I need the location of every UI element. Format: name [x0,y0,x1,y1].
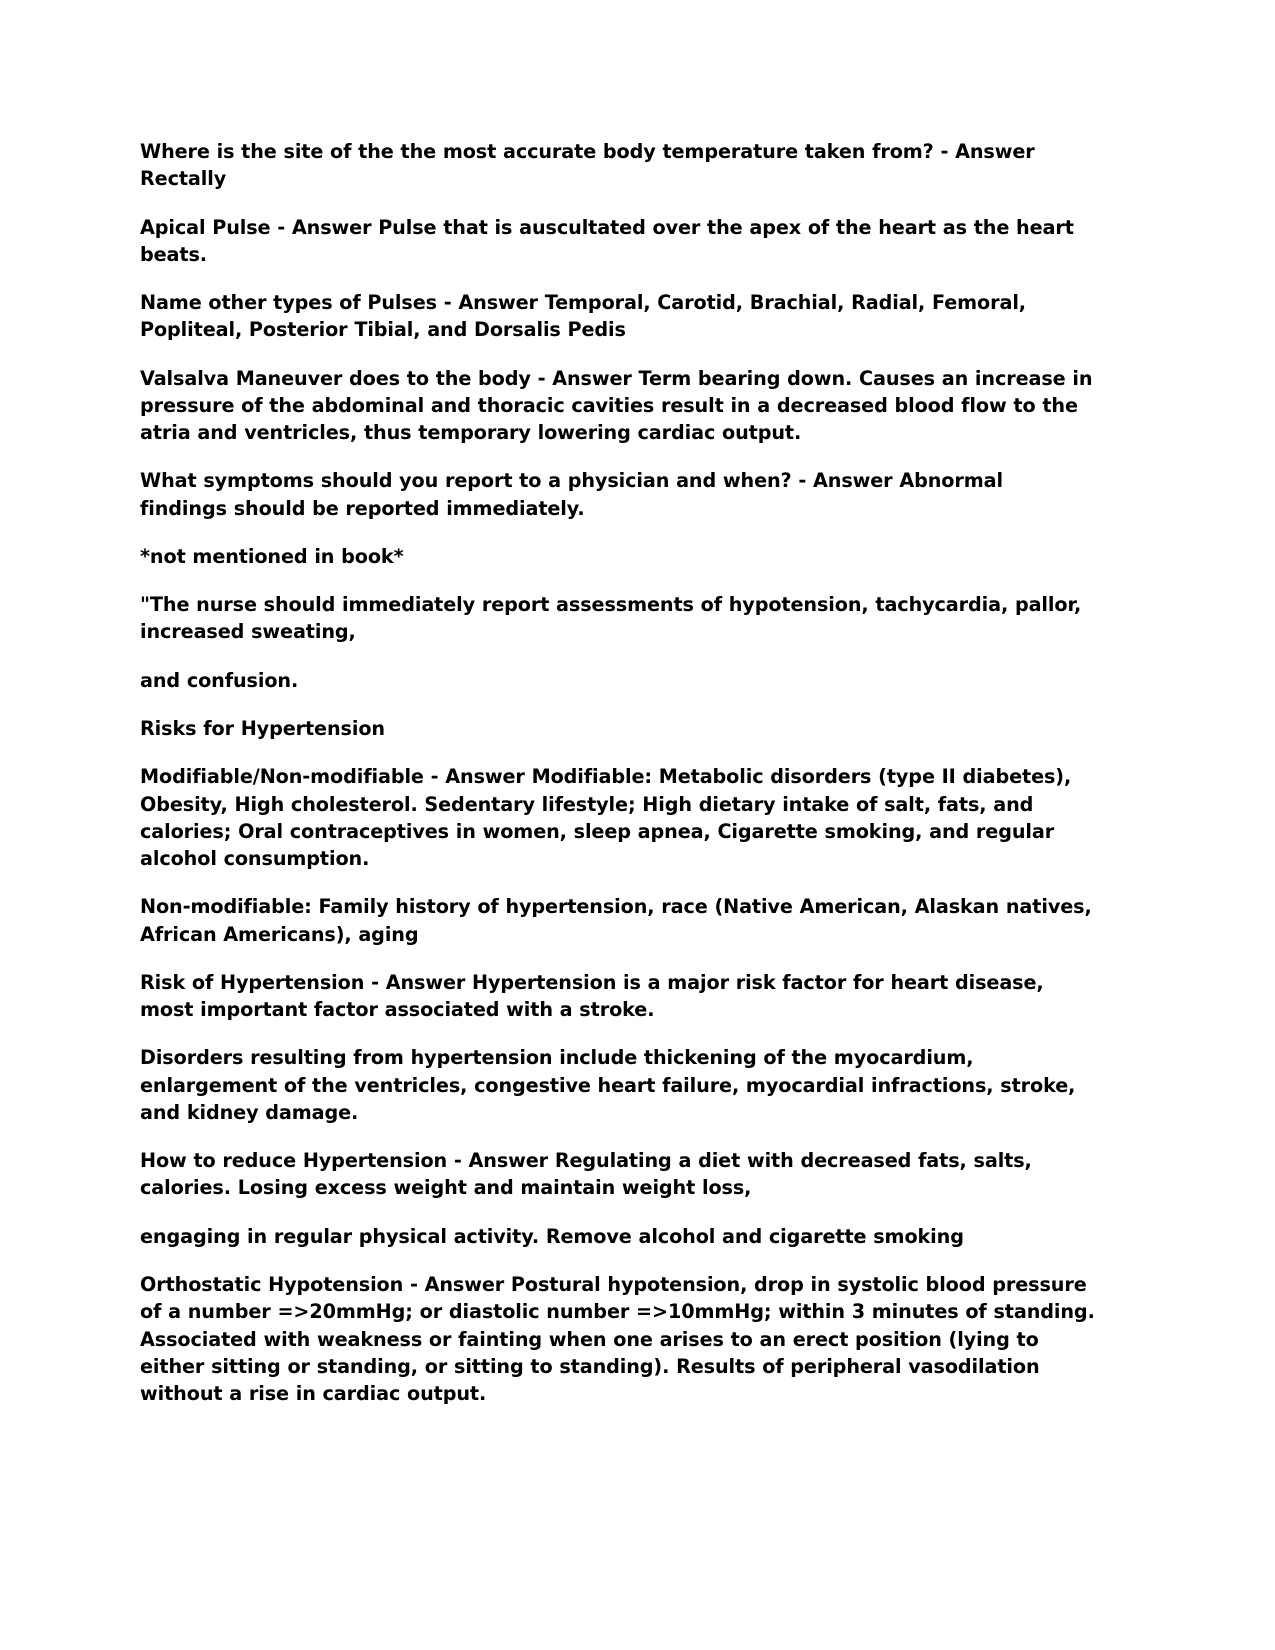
paragraph: Disorders resulting from hypertension include thickening of the myocardium, enlargement of the ventricles, congestive heart failure, myocardial infractions, stroke, and kidney damage. [140,1046,1076,1124]
paragraph: Orthostatic Hypotension - Answer Postural hypotension, drop in systolic blood pressure of a number =>20mmHg; or diastolic number =>10mmHg; within 3 minutes of standing. Associated with weakness or fainting when one arises to an erect position (lying to either sitting or standing, or sitting to standing). Results of peripheral vasodilation without a rise in cardiac output. [140,1272,1095,1406]
paragraph: "The nurse should immediately report assessments of hypotension, tachycardia, pallor, increased sweating, [140,593,1082,644]
paragraph: Apical Pulse - Answer Pulse that is auscultated over the apex of the heart as the heart beats. [140,215,1074,266]
paragraph: Where is the site of the the most accurate body temperature taken from? - Answer Rectally [140,140,1035,191]
paragraph: Name other types of Pulses - Answer Temporal, Carotid, Brachial, Radial, Femoral, Popliteal, Posterior Tibial, and Dorsalis Pedis [140,291,1026,342]
paragraph: Non-modifiable: Family history of hypertension, race (Native American, Alaskan natives, African Americans), aging [140,895,1092,946]
paragraph: How to reduce Hypertension - Answer Regulating a diet with decreased fats, salts, calories. Losing excess weight and maintain weight loss, [140,1149,1032,1200]
document-body [140,138,1095,1407]
paragraph: Risks for Hypertension [140,716,385,740]
paragraph: *not mentioned in book* [140,544,404,568]
paragraph: Modifiable/Non-modifiable - Answer Modifiable: Metabolic disorders (type II diabetes), Obesity, High cholesterol. Sedentary lifestyle; High dietary intake of salt, fats, and calories; Oral contraceptives in women, sleep apnea, Cigarette smoking, and regular alcohol consumption. [140,765,1072,871]
paragraph: What symptoms should you report to a physician and when? - Answer Abnormal findings should be reported immediately. [140,469,1003,520]
paragraph: Risk of Hypertension - Answer Hypertension is a major risk factor for heart disease, most important factor associated with a stroke. [140,970,1044,1022]
paragraph: Valsalva Maneuver does to the body - Answer Term bearing down. Causes an increase in pressure of the abdominal and thoracic cavities result in a decreased blood flow to the atria and ventricles, thus temporary lowering cardiac output. [140,366,1093,445]
paragraph: and confusion. [140,668,299,692]
paragraph: engaging in regular physical activity. Remove alcohol and cigarette smoking [140,1224,964,1248]
